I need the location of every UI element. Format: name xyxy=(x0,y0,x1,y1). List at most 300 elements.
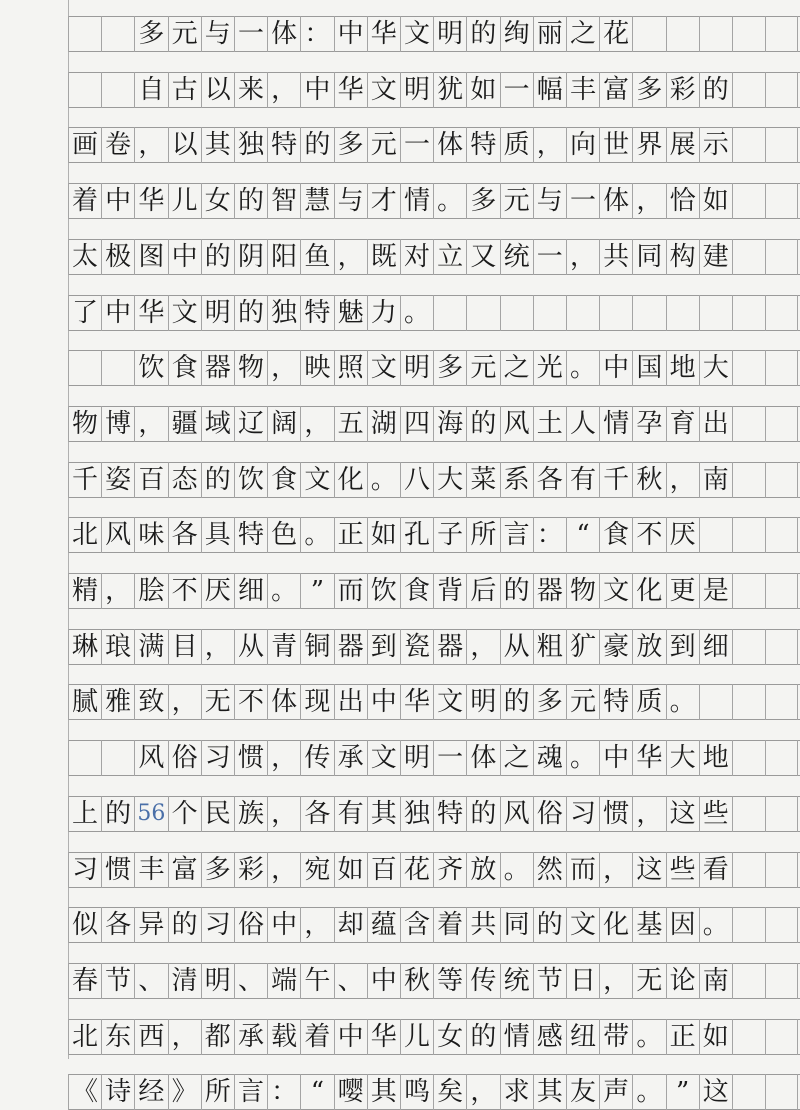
grid-cell: 华 xyxy=(134,295,167,331)
grid-cell: ， xyxy=(101,573,134,609)
grid-cell: 系 xyxy=(500,462,533,498)
grid-cell: 色 xyxy=(267,517,300,553)
grid-cell: 中 xyxy=(168,239,201,275)
grid-cell xyxy=(101,740,134,776)
grid-cell: 。 xyxy=(267,573,300,609)
grid-cell: 宛 xyxy=(300,852,333,888)
grid-cell: 似 xyxy=(68,907,101,943)
essay-line xyxy=(0,1019,800,1055)
grid-cell xyxy=(68,740,101,776)
essay-line xyxy=(0,517,800,553)
grid-cell: 这 xyxy=(632,852,665,888)
grid-cell: 恰 xyxy=(666,183,699,219)
grid-cell: 午 xyxy=(300,963,333,999)
essay-line xyxy=(0,406,800,442)
grid-cell: ， xyxy=(466,1074,499,1110)
grid-cell: 到 xyxy=(666,629,699,665)
grid-cell: 幅 xyxy=(533,72,566,108)
grid-cell xyxy=(765,406,798,442)
grid-cell: 情 xyxy=(500,1019,533,1055)
grid-cell: 嘤 xyxy=(334,1074,367,1110)
grid-cell: 文 xyxy=(400,16,433,52)
grid-cell: 论 xyxy=(666,963,699,999)
grid-cell: 的 xyxy=(699,72,732,108)
grid-cell: 细 xyxy=(699,629,732,665)
grid-cell xyxy=(101,72,134,108)
grid-cell: 民 xyxy=(201,796,234,832)
grid-cell xyxy=(666,16,699,52)
grid-cell: 独 xyxy=(400,796,433,832)
grid-cell: 阴 xyxy=(234,239,267,275)
grid-cell xyxy=(732,907,765,943)
grid-cell: 体 xyxy=(267,16,300,52)
grid-cell: 各 xyxy=(168,517,201,553)
grid-cell: 后 xyxy=(466,573,499,609)
grid-cell: 儿 xyxy=(400,1019,433,1055)
grid-cell: ， xyxy=(599,963,632,999)
grid-cell: ， xyxy=(533,127,566,163)
grid-cell: ： xyxy=(267,1074,300,1110)
grid-cell: 育 xyxy=(666,406,699,442)
grid-cell: 中 xyxy=(300,72,333,108)
grid-cell xyxy=(765,963,798,999)
grid-cell: 一 xyxy=(433,740,466,776)
essay-line xyxy=(0,629,800,665)
grid-cell: 中 xyxy=(367,684,400,720)
grid-cell: 青 xyxy=(267,629,300,665)
grid-cell: 国 xyxy=(632,350,665,386)
grid-cell: 丰 xyxy=(134,852,167,888)
grid-cell: 厌 xyxy=(201,573,234,609)
grid-cell xyxy=(68,72,101,108)
grid-cell: 体 xyxy=(466,740,499,776)
grid-cell: 》 xyxy=(168,1074,201,1110)
grid-cell: 八 xyxy=(400,462,433,498)
grid-cell: ： xyxy=(300,16,333,52)
grid-cell: 精 xyxy=(68,573,101,609)
grid-cell: 。 xyxy=(400,295,433,331)
grid-cell: 食 xyxy=(168,350,201,386)
grid-cell: 华 xyxy=(367,16,400,52)
grid-cell: 腻 xyxy=(68,684,101,720)
grid-cell: 文 xyxy=(367,350,400,386)
grid-cell: 其 xyxy=(367,796,400,832)
essay-line xyxy=(0,796,800,832)
grid-cell: 东 xyxy=(101,1019,134,1055)
grid-cell: 族 xyxy=(234,796,267,832)
grid-cell: 文 xyxy=(168,295,201,331)
grid-cell: 的 xyxy=(234,295,267,331)
grid-cell xyxy=(500,295,533,331)
grid-cell: 元 xyxy=(566,684,599,720)
grid-cell: 一 xyxy=(566,183,599,219)
grid-cell: 诗 xyxy=(101,1074,134,1110)
grid-cell: 的 xyxy=(234,183,267,219)
grid-cell: 不 xyxy=(168,573,201,609)
grid-cell: 北 xyxy=(68,1019,101,1055)
grid-cell: 示 xyxy=(699,127,732,163)
grid-cell: 满 xyxy=(134,629,167,665)
grid-cell: 然 xyxy=(533,852,566,888)
grid-cell: 器 xyxy=(334,629,367,665)
grid-cell xyxy=(732,183,765,219)
grid-cell: 如 xyxy=(699,1019,732,1055)
grid-cell: 瓷 xyxy=(400,629,433,665)
grid-cell: 画 xyxy=(68,127,101,163)
grid-cell xyxy=(732,796,765,832)
grid-cell: 56 xyxy=(134,796,167,832)
grid-cell: ， xyxy=(267,72,300,108)
grid-cell: 力 xyxy=(367,295,400,331)
grid-cell xyxy=(68,16,101,52)
grid-cell: 北 xyxy=(68,517,101,553)
grid-cell: 海 xyxy=(433,406,466,442)
grid-cell: 明 xyxy=(433,16,466,52)
grid-cell: 却 xyxy=(334,907,367,943)
grid-cell xyxy=(765,72,798,108)
grid-cell: 无 xyxy=(632,963,665,999)
grid-cell: 其 xyxy=(201,127,234,163)
grid-cell: 感 xyxy=(533,1019,566,1055)
grid-cell: 琅 xyxy=(101,629,134,665)
grid-cell: 从 xyxy=(234,629,267,665)
grid-cell: 地 xyxy=(699,740,732,776)
grid-cell: 。 xyxy=(632,1074,665,1110)
grid-cell xyxy=(566,295,599,331)
grid-cell: 共 xyxy=(599,239,632,275)
grid-cell: 基 xyxy=(632,907,665,943)
grid-cell: 如 xyxy=(334,852,367,888)
grid-cell: 元 xyxy=(466,350,499,386)
grid-cell xyxy=(765,239,798,275)
grid-cell xyxy=(732,16,765,52)
grid-cell: 更 xyxy=(666,573,699,609)
grid-cell: 些 xyxy=(699,796,732,832)
grid-cell: 放 xyxy=(466,852,499,888)
grid-cell: “ xyxy=(300,1074,333,1110)
grid-cell: 正 xyxy=(666,1019,699,1055)
grid-cell: 多 xyxy=(632,72,665,108)
grid-cell: 统 xyxy=(500,963,533,999)
grid-cell: “ xyxy=(566,517,599,553)
grid-cell xyxy=(101,16,134,52)
grid-cell: 个 xyxy=(168,796,201,832)
grid-cell: 致 xyxy=(134,684,167,720)
grid-cell: 铜 xyxy=(300,629,333,665)
grid-cell: 以 xyxy=(201,72,234,108)
grid-cell: 疆 xyxy=(168,406,201,442)
grid-cell: 多 xyxy=(533,684,566,720)
grid-cell: 立 xyxy=(433,239,466,275)
grid-cell: ， xyxy=(267,740,300,776)
grid-cell: ， xyxy=(666,462,699,498)
grid-cell: 纽 xyxy=(566,1019,599,1055)
grid-cell xyxy=(765,684,798,720)
grid-cell: 南 xyxy=(699,963,732,999)
grid-cell xyxy=(699,16,732,52)
grid-cell: 元 xyxy=(500,183,533,219)
grid-cell: 饮 xyxy=(134,350,167,386)
grid-cell: 犹 xyxy=(433,72,466,108)
grid-cell: 统 xyxy=(500,239,533,275)
grid-cell: 风 xyxy=(500,796,533,832)
grid-cell: 一 xyxy=(500,72,533,108)
grid-cell: 这 xyxy=(699,1074,732,1110)
grid-cell: 大 xyxy=(433,462,466,498)
grid-cell: ， xyxy=(168,684,201,720)
grid-cell: ： xyxy=(533,517,566,553)
grid-cell: 的 xyxy=(466,16,499,52)
grid-cell: 出 xyxy=(699,406,732,442)
grid-cell: 五 xyxy=(334,406,367,442)
grid-cell: 的 xyxy=(466,796,499,832)
grid-cell: 所 xyxy=(466,517,499,553)
grid-cell: 情 xyxy=(400,183,433,219)
essay-line xyxy=(0,852,800,888)
grid-cell: 西 xyxy=(134,1019,167,1055)
grid-cell: 情 xyxy=(599,406,632,442)
grid-cell: 而 xyxy=(566,852,599,888)
grid-cell: 的 xyxy=(101,796,134,832)
grid-cell: 中 xyxy=(334,1019,367,1055)
grid-cell: 丰 xyxy=(566,72,599,108)
grid-cell xyxy=(732,684,765,720)
grid-cell: 看 xyxy=(699,852,732,888)
grid-cell: 各 xyxy=(300,796,333,832)
grid-cell: 言 xyxy=(234,1074,267,1110)
grid-cell xyxy=(599,295,632,331)
grid-cell: ， xyxy=(599,852,632,888)
grid-cell xyxy=(765,462,798,498)
grid-cell xyxy=(765,350,798,386)
grid-cell: 器 xyxy=(433,629,466,665)
grid-cell xyxy=(765,852,798,888)
grid-cell: 齐 xyxy=(433,852,466,888)
grid-cell xyxy=(699,684,732,720)
grid-cell: 食 xyxy=(599,517,632,553)
grid-cell: 明 xyxy=(400,740,433,776)
grid-cell: 共 xyxy=(466,907,499,943)
essay-line xyxy=(0,573,800,609)
grid-cell: 鱼 xyxy=(300,239,333,275)
grid-cell xyxy=(732,517,765,553)
grid-cell: 南 xyxy=(699,462,732,498)
grid-cell xyxy=(765,796,798,832)
grid-cell: 富 xyxy=(168,852,201,888)
grid-cell: 特 xyxy=(267,127,300,163)
grid-cell: 物 xyxy=(234,350,267,386)
essay-line xyxy=(0,1074,800,1110)
grid-cell: ， xyxy=(300,907,333,943)
grid-cell: 味 xyxy=(134,517,167,553)
grid-cell: 各 xyxy=(101,907,134,943)
grid-cell xyxy=(433,295,466,331)
grid-cell: ” xyxy=(666,1074,699,1110)
grid-cell: 从 xyxy=(500,629,533,665)
grid-cell: 明 xyxy=(201,963,234,999)
essay-line xyxy=(0,740,800,776)
grid-cell: 带 xyxy=(599,1019,632,1055)
grid-cell xyxy=(765,573,798,609)
grid-cell: 独 xyxy=(234,127,267,163)
grid-cell: 化 xyxy=(334,462,367,498)
grid-cell xyxy=(732,406,765,442)
essay-line xyxy=(0,350,800,386)
grid-cell: 异 xyxy=(134,907,167,943)
grid-cell: 中 xyxy=(367,963,400,999)
grid-cell: 与 xyxy=(533,183,566,219)
grid-cell: 千 xyxy=(599,462,632,498)
essay-line xyxy=(0,239,800,275)
grid-cell: 饮 xyxy=(367,573,400,609)
grid-cell: 《 xyxy=(68,1074,101,1110)
grid-cell: 。 xyxy=(699,907,732,943)
grid-cell xyxy=(732,1019,765,1055)
grid-cell: 映 xyxy=(300,350,333,386)
grid-cell: 域 xyxy=(201,406,234,442)
grid-cell: 其 xyxy=(367,1074,400,1110)
grid-cell xyxy=(732,629,765,665)
grid-cell: 风 xyxy=(500,406,533,442)
grid-cell: 多 xyxy=(134,16,167,52)
grid-cell xyxy=(732,740,765,776)
grid-cell xyxy=(732,127,765,163)
grid-cell: 人 xyxy=(566,406,599,442)
grid-cell: 不 xyxy=(234,684,267,720)
grid-cell: 华 xyxy=(400,684,433,720)
grid-cell: 同 xyxy=(632,239,665,275)
grid-cell: ， xyxy=(466,629,499,665)
grid-cell: 着 xyxy=(433,907,466,943)
grid-cell: 些 xyxy=(666,852,699,888)
grid-cell: 正 xyxy=(334,517,367,553)
grid-cell: 又 xyxy=(466,239,499,275)
grid-cell: 自 xyxy=(134,72,167,108)
grid-cell: 文 xyxy=(433,684,466,720)
grid-cell: 习 xyxy=(201,740,234,776)
grid-cell: 特 xyxy=(300,295,333,331)
grid-cell: 一 xyxy=(533,239,566,275)
grid-cell: 照 xyxy=(334,350,367,386)
grid-cell: 质 xyxy=(500,127,533,163)
grid-cell: 化 xyxy=(632,573,665,609)
grid-cell: 中 xyxy=(267,907,300,943)
grid-cell: ， xyxy=(267,796,300,832)
grid-cell: 等 xyxy=(433,963,466,999)
grid-cell: 儿 xyxy=(168,183,201,219)
grid-cell: 。 xyxy=(566,740,599,776)
grid-cell: 绚 xyxy=(500,16,533,52)
grid-cell: 博 xyxy=(101,406,134,442)
grid-cell: 节 xyxy=(533,963,566,999)
grid-cell: 无 xyxy=(201,684,234,720)
grid-cell: 着 xyxy=(300,1019,333,1055)
grid-cell: 有 xyxy=(334,796,367,832)
grid-cell: 文 xyxy=(599,573,632,609)
grid-cell: 土 xyxy=(533,406,566,442)
grid-cell: 辽 xyxy=(234,406,267,442)
grid-cell: ， xyxy=(632,183,665,219)
grid-cell: 中 xyxy=(101,183,134,219)
grid-cell: 花 xyxy=(400,852,433,888)
grid-cell: 载 xyxy=(267,1019,300,1055)
grid-cell xyxy=(765,183,798,219)
grid-cell xyxy=(732,852,765,888)
grid-cell: 的 xyxy=(533,907,566,943)
grid-cell: 具 xyxy=(201,517,234,553)
grid-cell: 对 xyxy=(400,239,433,275)
grid-cell: 的 xyxy=(500,684,533,720)
grid-cell: 琳 xyxy=(68,629,101,665)
grid-cell: 魅 xyxy=(334,295,367,331)
grid-cell: 慧 xyxy=(300,183,333,219)
grid-cell: 蕴 xyxy=(367,907,400,943)
grid-cell: 的 xyxy=(168,907,201,943)
grid-cell: 元 xyxy=(168,16,201,52)
grid-cell: 魂 xyxy=(533,740,566,776)
grid-cell: 之 xyxy=(500,740,533,776)
grid-cell: 背 xyxy=(433,573,466,609)
grid-cell: 现 xyxy=(300,684,333,720)
grid-cell: 物 xyxy=(68,406,101,442)
grid-cell: 食 xyxy=(400,573,433,609)
grid-cell: 华 xyxy=(367,1019,400,1055)
grid-cell: 、 xyxy=(134,963,167,999)
grid-cell: 华 xyxy=(134,183,167,219)
grid-cell: 不 xyxy=(632,517,665,553)
grid-cell: 的 xyxy=(500,573,533,609)
grid-cell xyxy=(732,295,765,331)
grid-cell xyxy=(732,573,765,609)
essay-line xyxy=(0,183,800,219)
grid-cell: 传 xyxy=(466,963,499,999)
grid-cell: 孔 xyxy=(400,517,433,553)
grid-cell: 的 xyxy=(466,406,499,442)
grid-cell: ， xyxy=(632,796,665,832)
grid-cell: 光 xyxy=(533,350,566,386)
grid-cell: 、 xyxy=(334,963,367,999)
grid-cell: 声 xyxy=(599,1074,632,1110)
grid-cell: 百 xyxy=(134,462,167,498)
grid-cell: 含 xyxy=(400,907,433,943)
grid-cell: 友 xyxy=(566,1074,599,1110)
grid-cell xyxy=(765,629,798,665)
grid-cell: 展 xyxy=(666,127,699,163)
grid-cell xyxy=(732,72,765,108)
grid-cell: ， xyxy=(134,127,167,163)
grid-cell: 图 xyxy=(134,239,167,275)
grid-cell: 古 xyxy=(168,72,201,108)
grid-cell: 传 xyxy=(300,740,333,776)
grid-cell: 。 xyxy=(666,684,699,720)
grid-cell: 物 xyxy=(566,573,599,609)
grid-cell: 中 xyxy=(334,16,367,52)
grid-cell: 大 xyxy=(699,350,732,386)
grid-cell xyxy=(765,740,798,776)
essay-line xyxy=(0,295,800,331)
grid-cell: 承 xyxy=(234,1019,267,1055)
grid-cell: 来 xyxy=(234,72,267,108)
grid-cell: 求 xyxy=(500,1074,533,1110)
grid-cell: 的 xyxy=(466,1019,499,1055)
grid-cell: 如 xyxy=(699,183,732,219)
essay-line xyxy=(0,72,800,108)
grid-cell xyxy=(68,350,101,386)
grid-cell: 向 xyxy=(566,127,599,163)
grid-cell: 各 xyxy=(533,462,566,498)
grid-cell: 富 xyxy=(599,72,632,108)
grid-cell: 端 xyxy=(267,963,300,999)
